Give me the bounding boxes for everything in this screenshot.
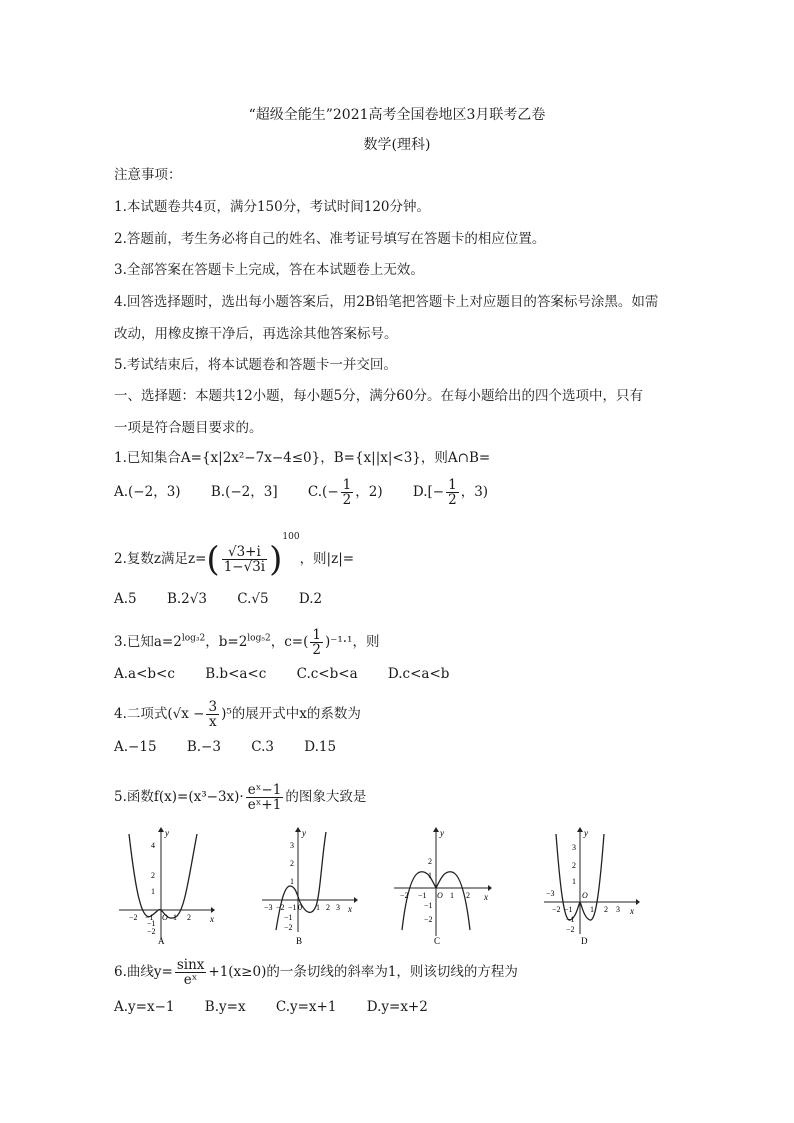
graph-d-xtick: 3 — [616, 905, 620, 914]
question-3-options — [114, 665, 475, 683]
graph-b-origin: 0 — [298, 903, 302, 912]
exam-subtitle: 数学(理科) — [363, 137, 431, 153]
graph-b-ytick: −1 — [284, 913, 293, 922]
q4-option-b: B.−3 — [186, 739, 221, 755]
graph-d-xtick: 2 — [604, 905, 608, 914]
graph-d-y-label: y — [584, 828, 588, 838]
graph-a-xtick: 2 — [187, 913, 191, 922]
question-4-options — [114, 738, 362, 756]
q6-option-b: B.y=x — [204, 999, 246, 1015]
question-2-stem: 2.复数z满足z=( $\frac{√3+i}{1-√3i}$ )$^{100}$，则|z|= — [114, 532, 355, 580]
graph-b-xtick: −1 — [288, 903, 297, 912]
fraction: $\frac{\sin x}{\text{eˣ}}$ — [176, 957, 205, 988]
graph-c-xtick: −2 — [400, 891, 409, 900]
q2-option-c: C.√5 — [237, 591, 269, 607]
question-6-stem: 6.曲线y= $\frac{\sin x}{\text{eˣ}}$ +1(x≥0)的一条切线的斜率为1，则该切线的方程为 — [114, 957, 518, 988]
graph-a-ytick: 2 — [151, 871, 155, 880]
q4-option-a: A.−15 — [114, 739, 157, 755]
graph-d-ytick: 3 — [572, 843, 576, 852]
question-2-options — [114, 590, 348, 608]
graph-a-label: A — [158, 936, 165, 946]
q6-option-c: C.y=x+1 — [275, 999, 337, 1015]
graph-b-xtick: 3 — [336, 903, 340, 912]
graph-b-label: B — [296, 936, 303, 946]
graph-a-xtick: 1 — [173, 913, 177, 922]
graph-c — [392, 826, 492, 946]
graph-c-origin: O — [437, 891, 443, 900]
graph-b-xtick: 2 — [326, 903, 330, 912]
question-5-stem: 5.函数f(x)=(x³−3x)· $\frac{\text{eˣ−1}}{\text{eˣ+1}}$ 的图象大致是 — [114, 782, 367, 813]
graph-a-ytick: 4 — [151, 841, 155, 850]
graph-c-label: C — [434, 936, 441, 946]
graph-a-ytick: 1 — [151, 887, 155, 896]
q1-option-d: D.[− $\frac{1}{2}$ ，3) — [412, 477, 489, 508]
q1-option-b: B.(−2，3] — [210, 484, 278, 500]
graph-b-xtick: 1 — [316, 903, 320, 912]
graph-d-origin: O — [582, 891, 588, 900]
notice-heading: 注意事项： — [114, 167, 182, 183]
graph-b-ytick: 3 — [290, 841, 294, 850]
graph-d-ytick: −2 — [566, 925, 575, 934]
graph-c-x-label: x — [484, 892, 488, 902]
graph-b-ytick: 1 — [290, 877, 294, 886]
q6-option-a: A.y=x−1 — [114, 999, 175, 1015]
question-6-options — [114, 998, 454, 1016]
graph-c-xtick: −1 — [418, 891, 427, 900]
q2-option-a: A.5 — [114, 591, 137, 607]
graph-b-xtick: −2 — [276, 903, 285, 912]
exam-title: “超级全能生”2021高考全国卷地区3月联考乙卷 — [248, 107, 546, 123]
q1-option-a: A.(−2，3) — [114, 484, 181, 500]
fraction: $\frac{3}{x}$ — [208, 699, 218, 730]
section-heading-cont: 一项是符合题目要求的。 — [114, 420, 263, 436]
graph-d-x-label: x — [630, 906, 634, 916]
graph-c-y-label: y — [440, 828, 444, 838]
fraction: $\frac{1}{2}$ — [448, 477, 457, 508]
graph-d-xtick: −3 — [546, 889, 555, 898]
graph-b-ytick: −2 — [284, 923, 293, 932]
graph-d-ytick: 2 — [572, 861, 576, 870]
graph-d — [540, 826, 640, 946]
graph-d-xtick: 1 — [590, 905, 594, 914]
q6-option-d: D.y=x+2 — [366, 999, 428, 1015]
fraction: $\frac{√3+i}{1-√3i}$ — [223, 544, 266, 575]
notice-4: 4.回答选择题时，选出每小题答案后，用2B铅笔把答题卡上对应题目的答案标号涂黑。如需 — [114, 294, 659, 310]
graph-d-xtick: −1 — [564, 905, 573, 914]
fraction: $\frac{1}{2}$ — [342, 477, 352, 508]
question-1-options — [114, 478, 514, 507]
graph-d-xtick: −2 — [552, 905, 561, 914]
question-3-stem: 3.已知$a=2^{log_32}$，$b=2^{log_52}$，c=( $\frac{1}{2}$ )⁻¹·¹，则 — [114, 627, 380, 658]
q2-option-b: B.2√3 — [166, 591, 207, 607]
graph-c-ytick: 1 — [428, 871, 432, 880]
graph-c-ytick: −2 — [424, 915, 433, 924]
notice-5: 5.考试结束后，将本试题卷和答题卡一并交回。 — [114, 357, 397, 373]
fraction: $\frac{1}{2}$ — [312, 627, 321, 658]
q2-option-d: D.2 — [298, 591, 323, 607]
graph-a-ytick: −1 — [147, 919, 156, 928]
graph-b-y-label: y — [302, 828, 306, 838]
graph-c-ytick: 2 — [428, 857, 432, 866]
graph-a-xtick: −2 — [129, 913, 138, 922]
question-1-stem: 1.已知集合A={x|2x²−7x−4≤0}，B={x||x|<3}，则A∩B= — [114, 450, 491, 466]
notice-3: 3.全部答案在答题卡上完成，答在本试题卷上无效。 — [114, 262, 424, 278]
fraction: $\frac{\text{eˣ−1}}{\text{eˣ+1}}$ — [247, 782, 282, 813]
graph-c-ytick: −1 — [424, 901, 433, 910]
section-heading: 一、选择题：本题共12小题，每小题5分，满分60分。在每小题给出的四个选项中，只有 — [114, 388, 643, 404]
graph-c-xtick: 1 — [450, 891, 454, 900]
graph-a-x-label: x — [210, 914, 214, 924]
graph-a-y-label: y — [165, 828, 169, 838]
graph-c-xtick: 2 — [466, 891, 470, 900]
q3-option-b: B.b<a<c — [205, 666, 267, 682]
notice-2: 2.答题前，考生务必将自己的姓名、准考证号填写在答题卡的相应位置。 — [114, 231, 546, 247]
graph-b-x-label: x — [348, 904, 352, 914]
q3-option-c: C.c<b<a — [296, 666, 358, 682]
notice-1: 1.本试题卷共4页，满分150分，考试时间120分钟。 — [114, 199, 431, 215]
notice-4-cont: 改动，用橡皮擦干净后，再选涂其他答案标号。 — [114, 326, 398, 342]
q3-option-d: D.c<a<b — [387, 666, 450, 682]
graph-d-label: D — [581, 936, 588, 946]
graph-d-ytick: −1 — [566, 915, 575, 924]
graph-b-ytick: 2 — [290, 859, 294, 868]
graph-a-ytick: −2 — [147, 927, 156, 936]
q3-option-a: A.a<b<c — [114, 666, 175, 682]
graph-a — [115, 826, 215, 946]
graph-b-xtick: −3 — [264, 903, 273, 912]
q4-option-d: D.15 — [304, 739, 337, 755]
graph-a-xtick: −1 — [145, 913, 154, 922]
graph-d-ytick: 1 — [572, 877, 576, 886]
q4-option-c: C.3 — [251, 739, 274, 755]
graph-a-origin: O — [162, 913, 168, 922]
graph-b — [258, 826, 358, 946]
q1-option-c: C.(− $\frac{1}{2}$ ，2) — [307, 477, 383, 508]
question-4-stem: 4.二项式(√x − $\frac{3}{x}$ )⁵的展开式中x的系数为 — [114, 699, 361, 730]
